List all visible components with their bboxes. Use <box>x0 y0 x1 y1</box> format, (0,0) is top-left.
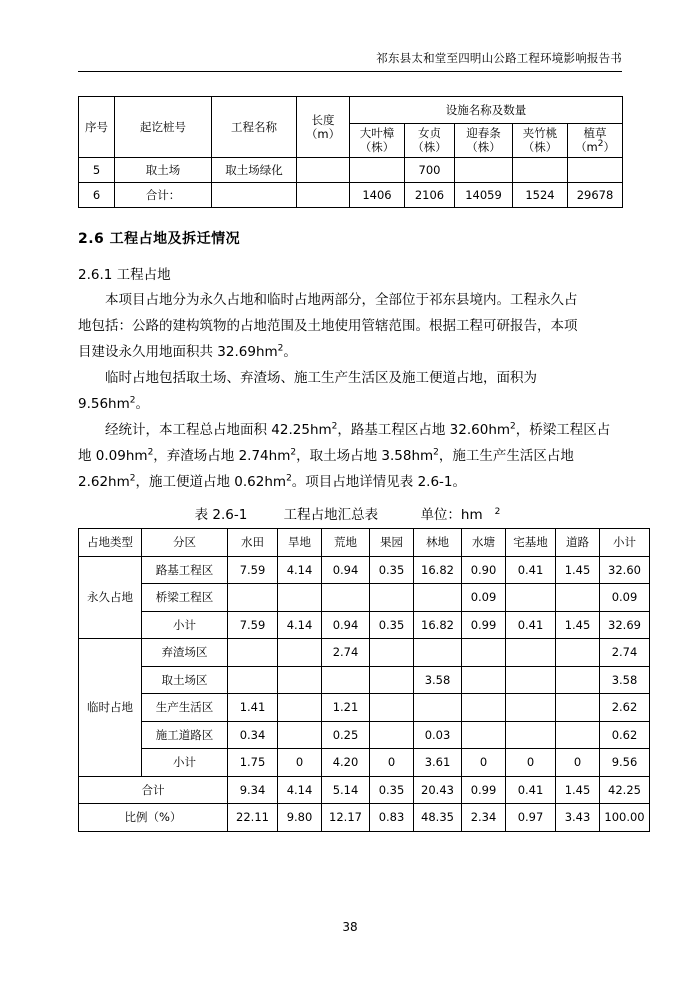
cell-value: 16.82 <box>414 556 462 584</box>
cell-value <box>414 639 462 667</box>
table-row-header <box>79 529 650 557</box>
header-cell-seq: 序号 <box>79 97 115 158</box>
cell-value: 0.90 <box>462 556 506 584</box>
cell-value: 48.35 <box>414 804 462 832</box>
cell-value: 0.94 <box>322 556 370 584</box>
table-caption: 表 2.6-1 工程占地汇总表 单位：hm $^2$ <box>194 506 501 523</box>
cell-length <box>297 157 350 182</box>
cell-value: 0.34 <box>228 721 278 749</box>
cell-value: 22.11 <box>228 804 278 832</box>
cell-value <box>322 584 370 612</box>
cell-value: 32.69 <box>600 611 650 639</box>
header-divider <box>78 71 622 72</box>
cell-zone: 小计 <box>142 611 228 639</box>
cell-value <box>370 666 414 694</box>
cell-value <box>228 639 278 667</box>
cell-zone: 生产生活区 <box>142 694 228 722</box>
table-row <box>79 611 650 639</box>
table-row <box>79 639 650 667</box>
cell-value: 7.59 <box>228 611 278 639</box>
cell-value <box>556 694 600 722</box>
group-cell-temporary: 临时占地 <box>79 639 142 777</box>
cell-value: 14059 <box>455 182 513 207</box>
cell-value: 100.00 <box>600 804 650 832</box>
table-row <box>79 666 650 694</box>
cell-value: 12.17 <box>322 804 370 832</box>
cell-value: 7.59 <box>228 556 278 584</box>
cell-value <box>278 666 322 694</box>
cell-value: 0.25 <box>322 721 370 749</box>
cell-value <box>556 721 600 749</box>
cell-value <box>228 584 278 612</box>
table-row-ratio <box>79 804 650 832</box>
cell-value <box>556 584 600 612</box>
cell-value: 29678 <box>568 182 623 207</box>
cell-zone: 桥梁工程区 <box>142 584 228 612</box>
cell-value: 0 <box>278 749 322 777</box>
cell-value: 2.74 <box>322 639 370 667</box>
cell-value: 0.94 <box>322 611 370 639</box>
cell-value: 9.56 <box>600 749 650 777</box>
table-row-total <box>79 776 650 804</box>
cell-zone: 施工道路区 <box>142 721 228 749</box>
cell-value: 0.35 <box>370 776 414 804</box>
table-row <box>79 694 650 722</box>
header-cell-facility-group: 设施名称及数量 <box>350 97 623 124</box>
cell-value: 0.41 <box>506 556 556 584</box>
cell-value: 0.99 <box>462 611 506 639</box>
cell-value: 9.80 <box>278 804 322 832</box>
cell-value: 0.62 <box>600 721 650 749</box>
cell-value: 16.82 <box>414 611 462 639</box>
cell-value <box>370 584 414 612</box>
cell-value: 0 <box>370 749 414 777</box>
paragraph-temporary-occupation: 临时占地包括取土场、弃渣场、施工生产生活区及施工便道占地，面积为 $9.56hm^2$。 <box>78 370 537 412</box>
cell-value <box>278 639 322 667</box>
table-row <box>79 584 650 612</box>
cell-value: 2.62 <box>600 694 650 722</box>
cell-zone: 弃渣场区 <box>142 639 228 667</box>
header-cell-species-3: 夹竹桃 （株） <box>513 124 568 158</box>
cell-value: 9.34 <box>228 776 278 804</box>
cell-value: 0.99 <box>462 776 506 804</box>
header-cell-species-4: 植草 $(m^2)$ <box>568 124 623 158</box>
cell-value: 0.35 <box>370 611 414 639</box>
cell-seq: 5 <box>79 157 115 182</box>
cell-project: 取土场绿化 <box>212 157 297 182</box>
cell-value: 3.43 <box>556 804 600 832</box>
cell-value: 3.61 <box>414 749 462 777</box>
cell-value <box>278 721 322 749</box>
cell-value <box>370 721 414 749</box>
cell-value <box>506 639 556 667</box>
table-row <box>79 157 623 182</box>
cell-value: 1.21 <box>322 694 370 722</box>
cell-value <box>513 157 568 182</box>
cell-value <box>506 721 556 749</box>
header-cell-subtotal: 小计 <box>600 529 650 557</box>
cell-value: 1524 <box>513 182 568 207</box>
cell-value: 20.43 <box>414 776 462 804</box>
cell-value: 1.45 <box>556 556 600 584</box>
header-cell-zone: 分区 <box>142 529 228 557</box>
cell-value: 4.20 <box>322 749 370 777</box>
header-cell-stake: 起讫桩号 <box>115 97 212 158</box>
cell-value: 700 <box>405 157 455 182</box>
paragraph-statistics: 经统计，本工程总占地面积 $42.25hm^2$，路基工程区占地 $32.60hm^2$，桥梁工程区占 地 $0.09hm^2$，弃渣场占地 $2.74hm^2$，取土场占地 $3.58hm^2$，施工生产生活区占地 $2.62hm^2$，施工便道占地 $0.62hm^2$。项目占地详情见表 2.6-1。 <box>78 421 611 490</box>
cell-value: 0.97 <box>506 804 556 832</box>
cell-zone: 路基工程区 <box>142 556 228 584</box>
cell-value: 0.03 <box>414 721 462 749</box>
header-cell-project: 工程名称 <box>212 97 297 158</box>
section-heading-2-6: 2.6 工程占地及拆迁情况 <box>78 231 241 247</box>
cell-value <box>278 584 322 612</box>
header-cell-species-2: 迎春条 （株） <box>455 124 513 158</box>
cell-value <box>322 666 370 694</box>
cell-value <box>350 157 405 182</box>
cell-value <box>228 666 278 694</box>
header-cell-homestead: 宅基地 <box>506 529 556 557</box>
cell-value <box>462 721 506 749</box>
header-cell-species-0: 大叶樟 （株） <box>350 124 405 158</box>
cell-value: 2.34 <box>462 804 506 832</box>
subsection-heading-2-6-1: 2.6.1 工程占地 <box>78 267 171 283</box>
cell-value: 42.25 <box>600 776 650 804</box>
cell-value <box>414 694 462 722</box>
header-cell-orchard: 果园 <box>370 529 414 557</box>
table-row <box>79 182 623 207</box>
header-cell-road: 道路 <box>556 529 600 557</box>
header-cell-dryland: 旱地 <box>278 529 322 557</box>
cell-value <box>278 694 322 722</box>
cell-value <box>414 584 462 612</box>
header-cell-type: 占地类型 <box>79 529 142 557</box>
group-cell-permanent: 永久占地 <box>79 556 142 639</box>
cell-value <box>462 694 506 722</box>
header-cell-paddy: 水田 <box>228 529 278 557</box>
header-cell-species-1: 女贞 （株） <box>405 124 455 158</box>
cell-zone: 小计 <box>142 749 228 777</box>
page-header: 祁东县太和堂至四明山公路工程环境影响报告书 <box>376 51 622 65</box>
cell-value: 2106 <box>405 182 455 207</box>
cell-value: 1.41 <box>228 694 278 722</box>
header-cell-wasteland: 荒地 <box>322 529 370 557</box>
table-row <box>79 721 650 749</box>
cell-value <box>370 639 414 667</box>
cell-value: 2.74 <box>600 639 650 667</box>
cell-value <box>556 639 600 667</box>
table-row <box>79 749 650 777</box>
table-row <box>79 556 650 584</box>
cell-value: 4.14 <box>278 611 322 639</box>
cell-value: 1406 <box>350 182 405 207</box>
cell-value: 0 <box>556 749 600 777</box>
cell-value: 0.83 <box>370 804 414 832</box>
cell-ratio-label: 比例（%） <box>79 804 228 832</box>
cell-project <box>212 182 297 207</box>
cell-value: 0.09 <box>600 584 650 612</box>
cell-value: 0.09 <box>462 584 506 612</box>
cell-value: 0 <box>506 749 556 777</box>
cell-value: 4.14 <box>278 556 322 584</box>
header-cell-forest: 林地 <box>414 529 462 557</box>
cell-stake: 合计： <box>115 182 212 207</box>
cell-length <box>297 182 350 207</box>
cell-seq: 6 <box>79 182 115 207</box>
header-cell-length: 长度 （m） <box>297 97 350 158</box>
cell-value: 32.60 <box>600 556 650 584</box>
cell-value <box>455 157 513 182</box>
cell-value: 0 <box>462 749 506 777</box>
cell-value: 0.41 <box>506 611 556 639</box>
page-number: 38 <box>342 920 358 934</box>
land-occupation-table <box>78 528 650 832</box>
cell-value: 1.45 <box>556 776 600 804</box>
cell-value <box>462 666 506 694</box>
cell-value <box>462 639 506 667</box>
cell-value <box>568 157 623 182</box>
cell-value: 3.58 <box>414 666 462 694</box>
cell-value <box>556 666 600 694</box>
cell-value: 1.45 <box>556 611 600 639</box>
cell-value: 0.41 <box>506 776 556 804</box>
cell-value: 5.14 <box>322 776 370 804</box>
greening-summary-table <box>78 96 623 208</box>
cell-value: 1.75 <box>228 749 278 777</box>
paragraph-land-occupation: 本项目占地分为永久占地和临时占地两部分，全部位于祁东县境内。工程永久占 地包括：公路的建构筑物的占地范围及土地使用管辖范围。根据工程可研报告，本项 目建设永久用地面积共 $32.69hm^2$。 <box>78 292 578 360</box>
cell-zone: 取土场区 <box>142 666 228 694</box>
cell-value: 0.35 <box>370 556 414 584</box>
cell-value: 3.58 <box>600 666 650 694</box>
cell-stake: 取土场 <box>115 157 212 182</box>
cell-value <box>370 694 414 722</box>
cell-total-label: 合计 <box>79 776 228 804</box>
cell-value <box>506 584 556 612</box>
header-cell-pond: 水塘 <box>462 529 506 557</box>
cell-value: 4.14 <box>278 776 322 804</box>
cell-value <box>506 694 556 722</box>
table-row-header-1 <box>79 97 623 124</box>
cell-value <box>506 666 556 694</box>
